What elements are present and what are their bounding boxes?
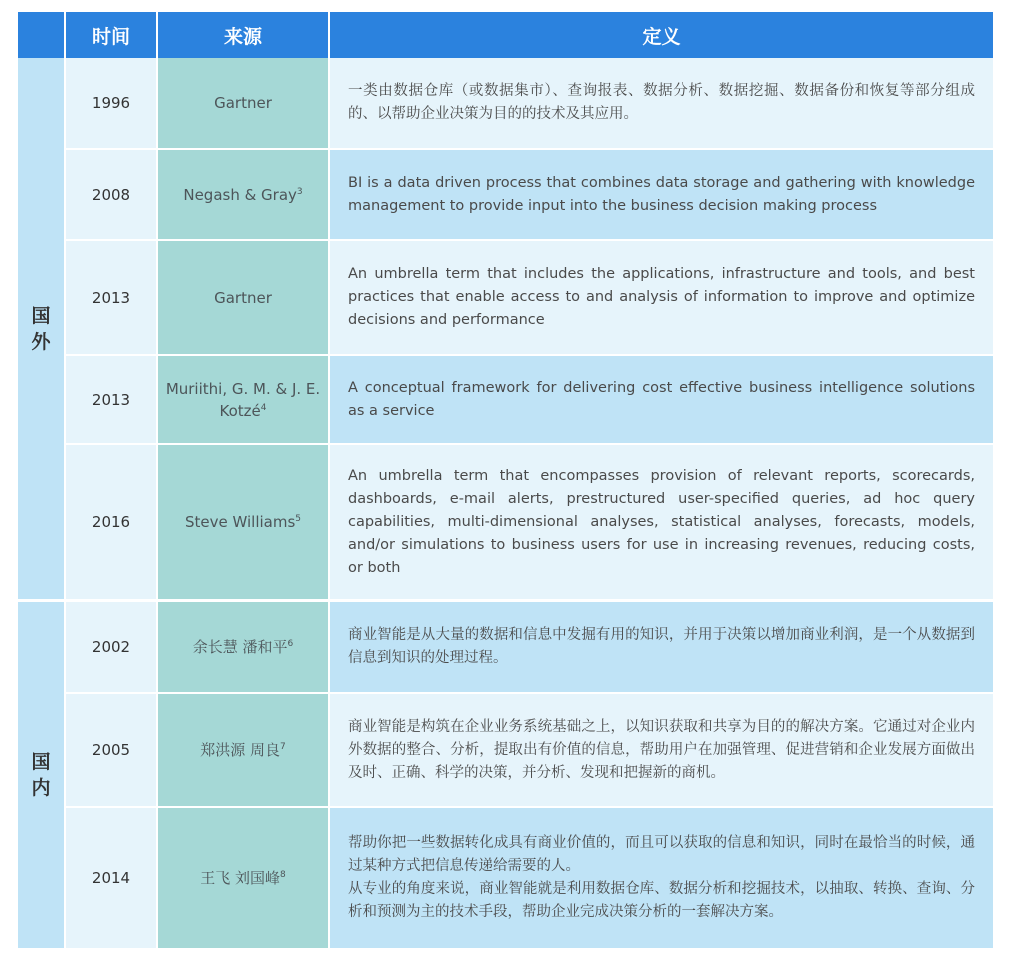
source-name: 郑洪源 周良 (200, 741, 281, 759)
definition-text: 一类由数据仓库（或数据集市）、查询报表、数据分析、数据挖掘、数据备份和恢复等部分组成的、以帮助企业决策为目的的技术及其应用。 (348, 83, 975, 122)
table-header-row (18, 12, 993, 58)
reference-number: 6 (287, 639, 294, 649)
reference-number: 5 (295, 514, 302, 524)
definition-cell (330, 694, 993, 808)
table-row (18, 150, 993, 241)
header-corner (18, 12, 66, 58)
source-name: Gartner (214, 94, 272, 112)
source-name: Negash & Gray (183, 185, 297, 204)
year-cell: 2008 (66, 150, 158, 241)
source-cell (158, 602, 330, 694)
group-domestic-label: 国内 (31, 751, 51, 799)
definition-cell (330, 241, 993, 356)
table-row (18, 356, 993, 445)
year-cell: 2005 (66, 694, 158, 808)
year-cell: 2016 (66, 445, 158, 602)
bi-definitions-table (18, 12, 993, 950)
definition-cell (330, 58, 993, 150)
group-domestic (18, 602, 66, 950)
source-cell (158, 808, 330, 950)
definition-text: 商业智能是从大量的数据和信息中发掘有用的知识，并用于决策以增加商业利润，是一个从数据到信息到知识的处理过程。 (348, 627, 975, 666)
source-cell (158, 694, 330, 808)
year-cell: 2013 (66, 356, 158, 445)
definition-text: An umbrella term that encompasses provision of relevant reports, scorecards, dashboards, e-mail alerts, prestructured user-specified queries, ad hoc query capabilities, multi-dimensional analyses, statistical analyses, forecasts, models, and/or simulations to business users for use in increasing revenues, reducing costs, or both (348, 467, 975, 576)
table-row (18, 58, 993, 150)
definition-text: A conceptual framework for delivering cost effective business intelligence solutions as a service (348, 379, 975, 419)
group-foreign (18, 58, 66, 602)
reference-number: 7 (280, 742, 286, 752)
source-name: Steve Williams (184, 513, 296, 531)
source-cell (158, 241, 330, 356)
header-definition: 定义 (330, 12, 993, 58)
year-cell: 2014 (66, 808, 158, 950)
source-name: Gartner (214, 288, 272, 307)
definition-text: 帮助你把一些数据转化成具有商业价值的，而且可以获取的信息和知识，同时在最恰当的时候，通过某种方式把信息传递给需要的人。 (348, 835, 975, 874)
definition-text: 商业智能是构筑在企业业务系统基础之上，以知识获取和共享为目的的解决方案。它通过对企业内外数据的整合、分析，提取出有价值的信息，帮助用户在加强管理、促进营销和企业发展方面做出及时、正确、科学的决策，并分析、发现和把握新的商机。 (348, 718, 975, 781)
definition-cell (330, 356, 993, 445)
definition-cell (330, 808, 993, 950)
source-cell (158, 58, 330, 150)
definition-cell (330, 445, 993, 602)
definition-text: 从专业的角度来说，商业智能就是利用数据仓库、数据分析和挖掘技术，以抽取、转换、查询、分析和预测为主的技术手段，帮助企业完成决策分析的一套解决方案。 (348, 881, 975, 920)
year-cell: 2013 (66, 241, 158, 356)
group-foreign-label: 国外 (31, 304, 51, 353)
source-cell (158, 445, 330, 602)
reference-number: 8 (280, 870, 286, 880)
definition-text: An umbrella term that includes the applications, infrastructure and tools, and best practices that enable access to and analysis of information to improve and optimize decisions and performance (348, 266, 975, 328)
source-name: 王飞 刘国峰 (200, 869, 281, 887)
reference-number: 4 (260, 402, 267, 413)
table-row (18, 241, 993, 356)
source-cell (158, 356, 330, 445)
source-cell (158, 150, 330, 241)
table-row (18, 445, 993, 602)
year-cell: 2002 (66, 602, 158, 694)
definition-cell (330, 602, 993, 694)
year-cell: 1996 (66, 58, 158, 150)
reference-number: 3 (296, 186, 303, 197)
definition-text: BI is a data driven process that combines data storage and gathering with knowledge management to provide input into the business decision making process (348, 174, 975, 214)
source-name: 余长慧 潘和平 (192, 638, 288, 656)
source-name: Muriithi, G. M. & J. E. Kotzé (165, 379, 321, 420)
table-row (18, 602, 993, 694)
definition-cell (330, 150, 993, 241)
table-row (18, 808, 993, 950)
header-source: 来源 (158, 12, 330, 58)
header-time: 时间 (66, 12, 158, 58)
table-row (18, 694, 993, 808)
